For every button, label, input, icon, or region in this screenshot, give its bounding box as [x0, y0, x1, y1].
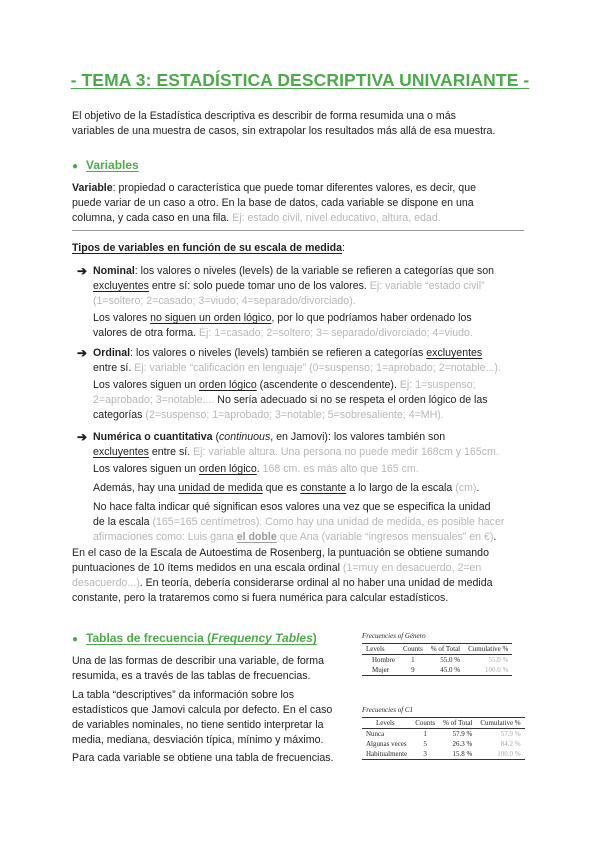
table-cell: 100.0 %: [476, 749, 524, 760]
numerica-sig-example-a: afirmaciones como: Luis gana: [93, 531, 237, 543]
table-cell: 9: [399, 665, 427, 676]
table-header-row: [362, 718, 525, 729]
section-tablas-label-a: Tablas de frecuencia (: [86, 631, 212, 645]
table-cell: 55.0 %: [488, 656, 509, 664]
tablas-paragraph-1: [72, 654, 352, 684]
numerica-line-2: entre sí.: [148, 446, 191, 458]
tipos-heading-label: Tipos de variables en función de su escala de medida: [72, 242, 343, 254]
column-header: % of Total: [439, 718, 476, 729]
numerica-unidad-d: .: [476, 482, 480, 494]
nominal-order-c: valores de otra forma.: [93, 327, 197, 339]
numerica-order-b: .: [256, 463, 260, 475]
numerica-sig-line-2: de la escala: [93, 516, 150, 528]
bullet-icon: ●: [72, 634, 79, 645]
table-cell: 45.0 %: [427, 665, 464, 676]
nominal-term: Nominal: [93, 265, 135, 277]
ordinal-order-b: (ascendente o descendente).: [256, 379, 397, 391]
table-row: [362, 665, 512, 676]
table-cell: 26.3 %: [452, 740, 473, 748]
numerica-unidad-b: que es: [262, 482, 301, 494]
numerica-sig-example: (165=165 centímetros). Como hay una unidad de medida, es posible hacer: [149, 516, 505, 528]
page-title: - TEMA 3: ESTADÍSTICA DESCRIPTIVA UNIVARIANTE -: [70, 70, 530, 90]
rosenberg-paragraph: [72, 546, 532, 606]
ordinal-line-2: entre sí.: [93, 362, 132, 374]
variable-def-line-2: puede variar de un caso a otro. En la base de datos, cada variable se dispone en una: [72, 197, 474, 209]
table-cell: Mujer: [362, 665, 399, 676]
rosenberg-example-2: desacuerdo...): [72, 577, 140, 589]
ordinal-example: Ej: variable “calificación en lenguaje” (0=suspenso; 1=aprobado; 2=notable...).: [131, 362, 501, 374]
nominal-example-values: (1=soltero; 2=casado; 3=viudo; 4=separado/divorciado).: [93, 295, 356, 307]
column-header: Levels: [362, 718, 411, 729]
column-header: Counts: [399, 644, 427, 655]
nominal-block: [93, 264, 533, 309]
frequency-table: [362, 717, 525, 760]
section-variables-label: Variables: [86, 158, 139, 172]
arrow-icon: ➔: [77, 430, 88, 444]
ordinal-order-d: categorías: [93, 409, 143, 421]
numerica-example: Ej: variable altura. Una persona no puede medir 168cm y 165cm.: [190, 446, 499, 458]
ordinal-order-a: Los valores siguen un: [93, 379, 200, 391]
column-header: Levels: [362, 644, 399, 655]
section-variables-heading: [72, 158, 139, 172]
numerica-continuous: continuous: [219, 431, 271, 443]
arrow-icon: ➔: [77, 264, 88, 278]
section-tablas-heading: [72, 631, 317, 645]
intro-line-1: El objetivo de la Estadística descriptiva es describir de forma resumida una o más: [72, 110, 456, 122]
rosenberg-example: (1=muy en desacuerdo, 2=en: [339, 562, 482, 574]
frequency-table: [362, 643, 512, 676]
numerica-unidad-example: (cm): [452, 482, 477, 494]
numerica-el-doble: el doble: [236, 531, 277, 543]
nominal-order-example: Ej: 1=casado; 2=soltero; 3= separado/divorciado; 4=viudo.: [196, 327, 473, 339]
nominal-line-2: entre sí: solo puede tomar uno de los valores.: [148, 280, 367, 292]
tablas-p2-line-1: La tabla “descriptives” da información sobre los: [72, 689, 294, 701]
ordinal-order-example-3: (2=suspenso; 1=aprobado; 3=notable; 5=sobresaliente; 4=MH).: [142, 409, 444, 421]
ordinal-order-example-2: 2=aprobado; 3=notable....: [93, 394, 215, 406]
table-cell: 100.0 %: [464, 665, 512, 676]
column-header: Cumulative %: [464, 644, 512, 655]
section-tablas-label-italic: Frequency Tables: [211, 631, 313, 645]
table-row: [362, 655, 512, 666]
tipos-heading-colon: :: [342, 242, 345, 254]
variable-def-line-3: columna, y cada caso en una fila.: [72, 212, 230, 224]
frequency-table-caption: Frecuencies of Género: [362, 632, 426, 640]
table-cell: 55.0 %: [440, 656, 461, 664]
nominal-example: Ej: variable “estado civil”: [366, 280, 485, 292]
rosenberg-line-1: En el caso de la Escala de Autoestima de Rosenberg, la puntuación se obtiene sumando: [72, 547, 489, 559]
table-cell: 5: [423, 740, 427, 748]
numerica-orden: orden lógico: [199, 463, 257, 475]
ordinal-line-1: : los valores o niveles (levels) también se refieren a categorías: [130, 347, 427, 359]
tablas-p2-line-3: de variables nominales, no tiene sentido interpretar la: [72, 719, 324, 731]
table-cell: 57.9 %: [500, 730, 521, 738]
ordinal-orden: orden lógico: [199, 379, 257, 391]
section-tablas-label-b: ): [312, 631, 317, 645]
nominal-order-block: [93, 311, 533, 341]
numerica-order-a: Los valores siguen un: [93, 463, 200, 475]
numerica-unidad-a: Además, hay una: [93, 482, 179, 494]
tablas-paragraph-2: [72, 688, 352, 748]
variable-term: Variable: [72, 182, 113, 194]
table-row: [362, 739, 525, 749]
numerica-sig-end: .: [493, 531, 497, 543]
tablas-p1-line-1: Una de las formas de describir una variable, de forma: [72, 655, 325, 667]
nominal-order-b: , por lo que podríamos haber ordenado los: [271, 312, 472, 324]
numerica-excluyentes: excluyentes: [93, 446, 149, 458]
arrow-icon: ➔: [77, 346, 88, 360]
ordinal-order-example: Ej: 1=suspenso;: [396, 379, 476, 391]
frequency-table-genero: [362, 632, 512, 676]
table-cell: 1: [423, 730, 427, 738]
table-cell: 3: [411, 749, 439, 760]
column-header: Cumulative %: [476, 718, 524, 729]
tablas-paragraph-3: Para cada variable se obtiene una tabla de frecuencias.: [72, 752, 334, 764]
tablas-p2-line-4: media, mediana, desviación típica, mínimo y máximo.: [72, 734, 324, 746]
divider: [72, 230, 524, 231]
table-row: [362, 729, 525, 740]
ordinal-order-c: No sería adecuado si no se respeta el orden lógico de las: [214, 394, 488, 406]
numerica-order: [93, 462, 533, 477]
variable-example: Ej: estado civil, nivel educativo, altura, edad.: [229, 212, 441, 224]
nominal-order-a: Los valores: [93, 312, 151, 324]
bullet-icon: ●: [72, 161, 79, 172]
intro-line-2: variables de una muestra de casos, sin extrapolar los resultados más allá de esa muestra.: [72, 125, 496, 137]
table-cell: 1: [411, 656, 415, 664]
column-header: Counts: [411, 718, 439, 729]
numerica-significado: [93, 500, 533, 545]
numerica-unidad: [93, 481, 533, 496]
table-cell: 84.2 %: [500, 740, 521, 748]
table-cell: 15.8 %: [439, 749, 476, 760]
table-cell: Hombre: [372, 656, 395, 664]
nominal-line-1: : los valores o niveles (levels) de la variable se refieren a categorías que son: [134, 265, 494, 277]
nominal-no-orden: no siguen un orden lógico: [150, 312, 272, 324]
table-cell: Algunas veces: [366, 740, 407, 748]
nominal-excluyentes: excluyentes: [93, 280, 149, 292]
numerica-sig-line-1: No hace falta indicar qué significan esos valores una vez que se especifica la unidad: [93, 501, 491, 513]
ordinal-block: [93, 346, 533, 376]
table-cell: 57.9 %: [452, 730, 473, 738]
column-header: % of Total: [427, 644, 464, 655]
numerica-block: [93, 430, 533, 460]
variable-definition: [72, 181, 476, 226]
ordinal-order-block: [93, 378, 533, 423]
numerica-line-1b: , en Jamovi): los valores también son: [270, 431, 446, 443]
numerica-unidad-medida: unidad de medida: [178, 482, 263, 494]
numerica-term: Numérica o cuantitativa: [93, 431, 213, 443]
numerica-sig-example-b: que Ana (variable “ingresos mensuales” en €): [276, 531, 494, 543]
ordinal-excluyentes: excluyentes: [426, 347, 483, 359]
numerica-unidad-c: a lo largo de la escala: [346, 482, 453, 494]
numerica-order-example: 168 cm. es más alto que 165 cm.: [259, 463, 419, 475]
ordinal-term: Ordinal: [93, 347, 131, 359]
numerica-line-1a: (: [212, 431, 219, 443]
tablas-p2-line-2: estadísticos que Jamovi calcula por defecto. En el caso: [72, 704, 333, 716]
frequency-table-c1: [362, 706, 525, 760]
table-cell: Habitualmente: [362, 749, 411, 760]
table-cell: Nunca: [366, 730, 385, 738]
tipos-heading: [72, 241, 345, 256]
rosenberg-line-2: puntuaciones de 10 ítems medidos en una escala ordinal: [72, 562, 340, 574]
rosenberg-line-3: . En teoría, debería considerarse ordinal al no haber una unidad de medida: [139, 577, 493, 589]
variable-def-line-1: : propiedad o característica que puede tomar diferentes valores, es decir, que: [112, 182, 476, 194]
rosenberg-line-4: constante, pero la trataremos como si fuera numérica para calcular estadísticos.: [72, 592, 449, 604]
frequency-table-caption: Frecuencies of C1: [362, 706, 414, 714]
tablas-p1-line-2: resumida, es a través de las tablas de frecuencias.: [72, 670, 311, 682]
intro-paragraph: [72, 109, 495, 139]
numerica-constante: constante: [300, 482, 347, 494]
table-header-row: [362, 644, 512, 655]
table-row: [362, 749, 525, 760]
